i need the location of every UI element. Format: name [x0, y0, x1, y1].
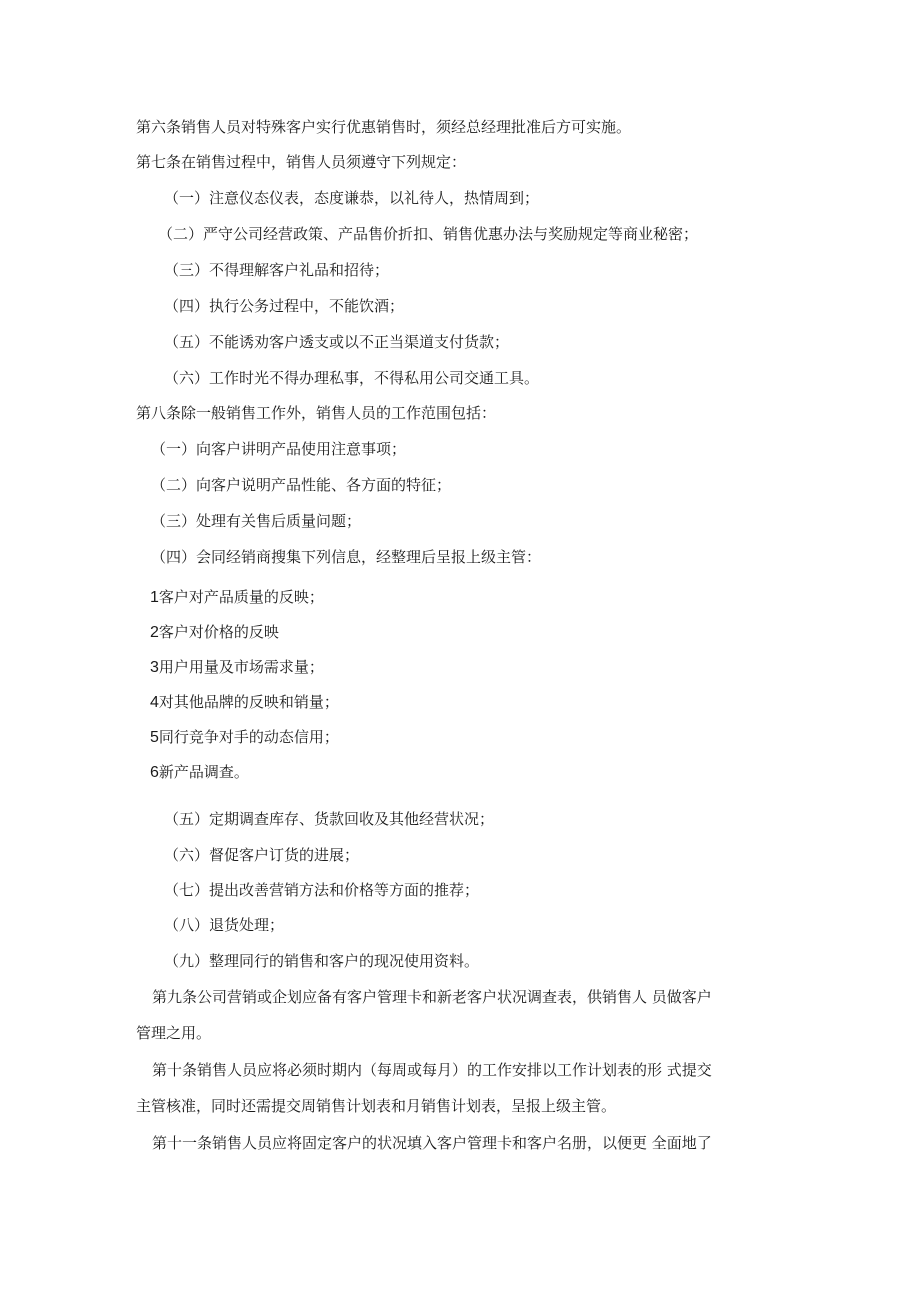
article-10-line-1: 第十条销售人员应将必须时期内（每周或每月）的工作安排以工作计划表的形 式提交 [152, 1061, 712, 1079]
numbered-item-4 [150, 692, 339, 713]
numbered-item-text: 对其他品牌的反映和销量； [158, 693, 339, 711]
article-8-item-6: （六）督促客户订货的进展； [164, 846, 360, 864]
numbered-item-6 [150, 762, 249, 783]
article-10-line-2: 主管核准，同时还需提交周销售计划表和月销售计划表，呈报上级主管。 [136, 1097, 617, 1115]
article-8-item-1: （一）向客户讲明产品使用注意事项； [151, 440, 407, 458]
article-7-item-4: （四）执行公务过程中，不能饮酒； [164, 297, 405, 315]
article-9-line-1: 第九条公司营销或企划应备有客户管理卡和新老客户状况调查表，供销售人 员做客户 [152, 988, 712, 1006]
numbered-item-1 [150, 587, 324, 608]
article-7-item-1: （一）注意仪态仪表，态度谦恭，以礼待人，热情周到； [164, 189, 540, 207]
numbered-item-text: 用户用量及市场需求量； [158, 658, 324, 676]
article-8-item-4: （四）会同经销商搜集下列信息，经整理后呈报上级主管： [151, 548, 542, 566]
numbered-item-number: 4 [150, 694, 159, 711]
article-8-item-9: （九）整理同行的销售和客户的现况使用资料。 [164, 952, 480, 970]
article-8-title: 第八条除一般销售工作外，销售人员的工作范围包括： [136, 404, 497, 422]
numbered-item-3 [150, 657, 324, 678]
numbered-item-text: 新产品调查。 [158, 763, 249, 781]
numbered-item-number: 6 [150, 764, 159, 781]
numbered-item-number: 2 [150, 624, 159, 641]
article-8-item-2: （二）向客户说明产品性能、各方面的特征； [151, 476, 452, 494]
article-8-item-8: （八）退货处理； [164, 916, 285, 934]
article-11-line-1: 第十一条销售人员应将固定客户的状况填入客户管理卡和客户名册，以便更 全面地了 [152, 1134, 712, 1152]
numbered-item-text: 同行竞争对手的动态信用； [158, 728, 339, 746]
article-8-item-3: （三）处理有关售后质量问题； [151, 512, 362, 530]
article-7-title: 第七条在销售过程中，销售人员须遵守下列规定： [136, 153, 467, 171]
article-6: 第六条销售人员对特殊客户实行优惠销售时，须经总经理批准后方可实施。 [136, 118, 632, 136]
numbered-item-text: 客户对价格的反映 [158, 623, 279, 641]
numbered-item-2 [150, 622, 279, 643]
article-7-item-2: （二）严守公司经营政策、产品售价折扣、销售优惠办法与奖励规定等商业秘密； [158, 225, 699, 243]
article-9-line-2: 管理之用。 [136, 1024, 212, 1042]
article-7-item-3: （三）不得理解客户礼品和招待； [164, 261, 390, 279]
article-8-item-7: （七）提出改善营销方法和价格等方面的推荐； [164, 881, 480, 899]
article-7-item-6: （六）工作时光不得办理私事，不得私用公司交通工具。 [164, 369, 540, 387]
numbered-item-number: 3 [150, 659, 159, 676]
article-7-item-5: （五）不能诱劝客户透支或以不正当渠道支付货款； [164, 333, 510, 351]
numbered-item-number: 5 [150, 729, 159, 746]
numbered-item-number: 1 [150, 589, 159, 606]
article-8-item-5: （五）定期调查库存、货款回收及其他经营状况； [164, 810, 495, 828]
numbered-item-text: 客户对产品质量的反映； [158, 588, 324, 606]
numbered-item-5 [150, 727, 339, 748]
